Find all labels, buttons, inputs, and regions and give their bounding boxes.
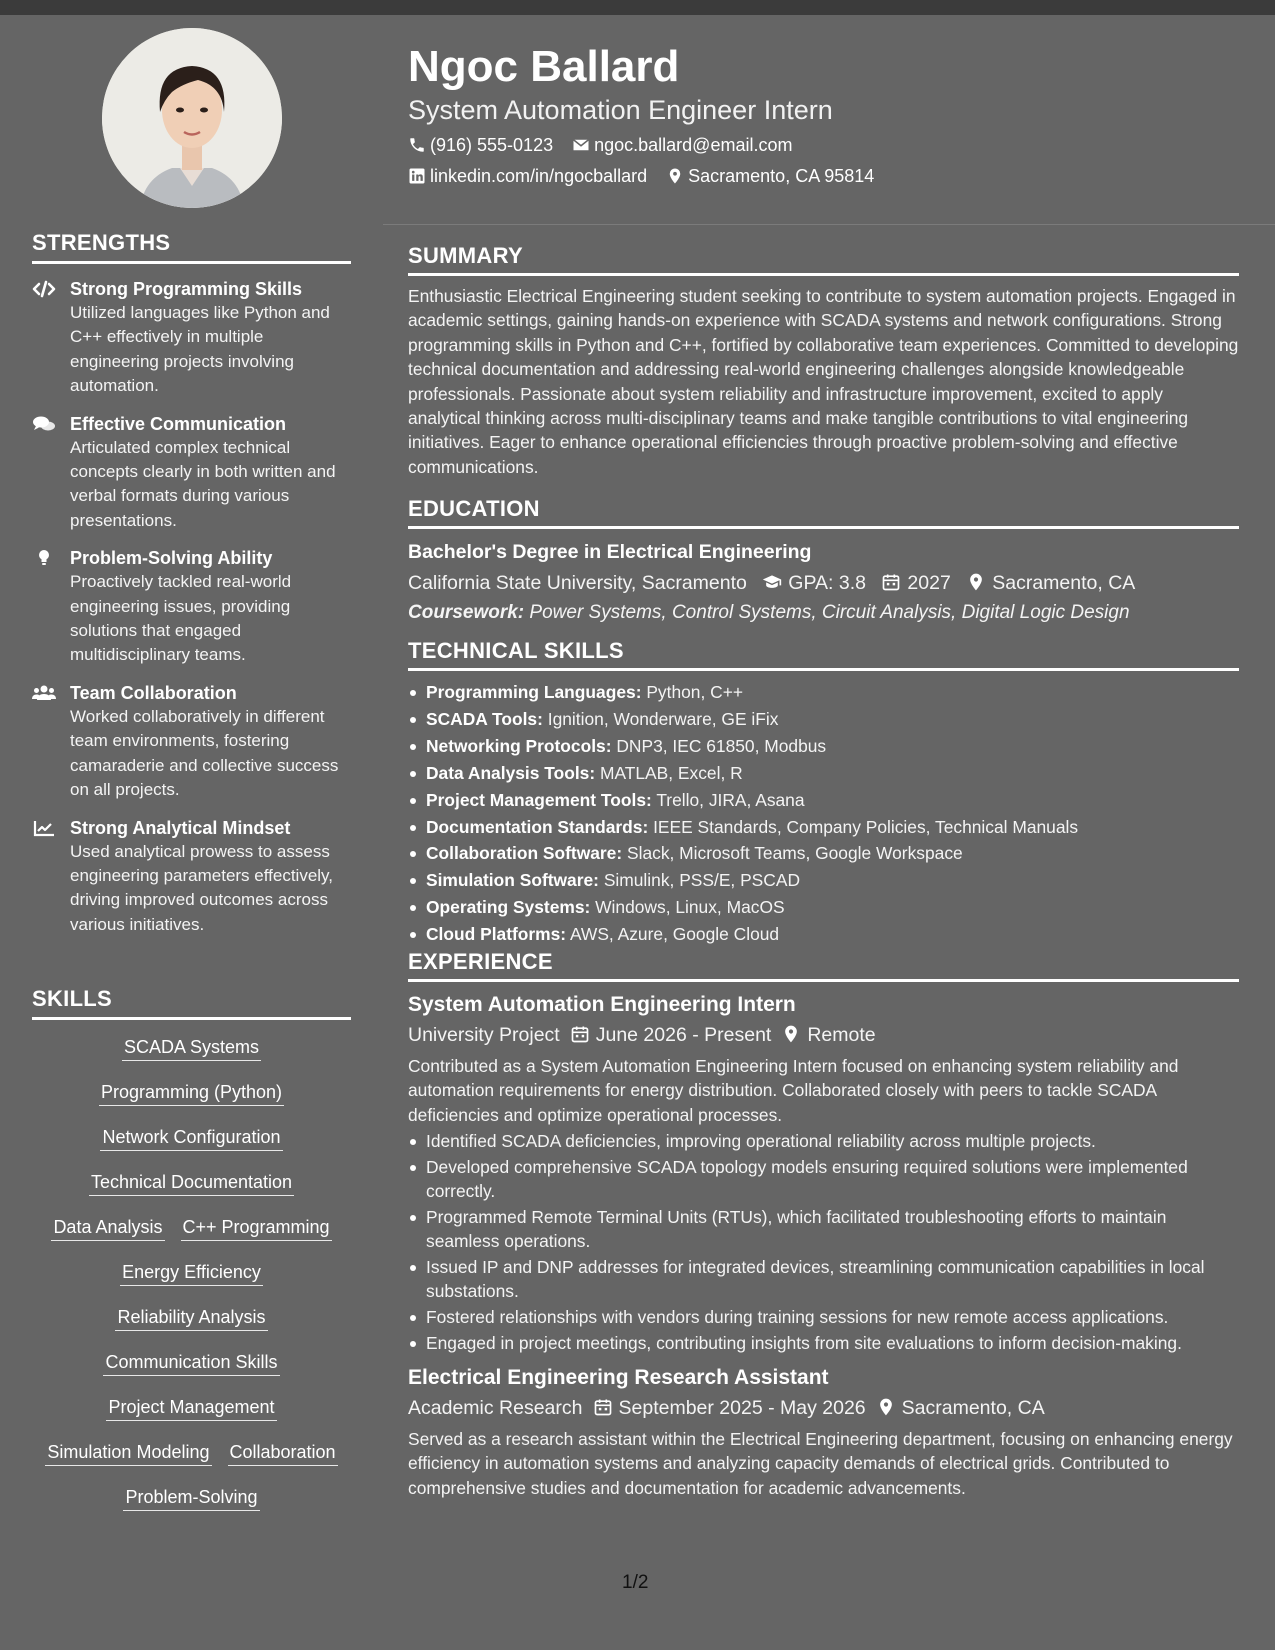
- technical-skill-value: Trello, JIRA, Asana: [656, 789, 805, 810]
- technical-skill-label: Documentation Standards:: [426, 816, 649, 837]
- skill-row: [32, 1206, 351, 1251]
- technical-skills-list: [408, 679, 1239, 948]
- technical-skill-item: [408, 921, 1239, 948]
- skills-title: SKILLS: [32, 986, 351, 1020]
- technical-skill-label: Programming Languages:: [426, 682, 642, 702]
- skills-section: [32, 986, 351, 1521]
- skill-tag: Technical Documentation: [89, 1170, 294, 1196]
- technical-skill-label: Project Management Tools:: [426, 789, 652, 810]
- skill-row: [32, 1386, 351, 1431]
- skill-tag: Problem-Solving: [123, 1485, 259, 1511]
- strength-title: Strong Analytical Mindset: [70, 817, 291, 838]
- skill-row: [32, 1071, 351, 1116]
- coursework-label: Coursework:: [408, 602, 525, 623]
- job-bullet: Developed comprehensive SCADA topology models ensuring required solutions were implemented correctly.: [408, 1155, 1239, 1204]
- job-bullet: Identified SCADA deficiencies, improving operational reliability across multiple projects.: [408, 1129, 1239, 1153]
- technical-skill-label: Simulation Software:: [426, 870, 599, 891]
- portrait-illustration: [102, 28, 282, 208]
- strength-title: Team Collaboration: [70, 682, 237, 703]
- job-entry: [408, 992, 1239, 1355]
- job-meta: [408, 1022, 1239, 1048]
- job-bullet: Programmed Remote Terminal Units (RTUs), which facilitated troubleshooting efforts to maintain seamless operations.: [408, 1205, 1239, 1254]
- technical-skill-label: Networking Protocols:: [426, 735, 612, 756]
- calendar-icon: [593, 1397, 613, 1417]
- job-location: Sacramento, CA: [901, 1397, 1045, 1420]
- skill-row: [32, 1296, 351, 1341]
- map-pin-icon: [666, 167, 684, 185]
- location-contact: [666, 165, 874, 187]
- users-icon: [32, 684, 56, 702]
- experience-section: [408, 949, 1239, 1500]
- gpa-text: GPA: 3.8: [788, 572, 866, 594]
- degree-title: Bachelor's Degree in Electrical Engineering: [408, 541, 812, 563]
- phone-icon: [408, 136, 426, 154]
- education-location: Sacramento, CA: [992, 572, 1136, 594]
- technical-skill-item: [408, 840, 1239, 867]
- strength-description: Proactively tackled real-world engineering issues, providing solutions that engaged multidisciplinary teams.: [70, 572, 292, 665]
- skill-row: [32, 1251, 351, 1296]
- job-dates: September 2025 - May 2026: [618, 1397, 866, 1420]
- candidate-name: Ngoc Ballard: [408, 42, 680, 91]
- education-title: EDUCATION: [408, 496, 1239, 529]
- technical-skill-value: Python, C++: [646, 682, 744, 702]
- strength-description: Used analytical prowess to assess engineering parameters effectively, driving improved outcomes across various initiatives.: [70, 841, 334, 934]
- page-number: 1/2: [622, 1572, 649, 1593]
- summary-text: Enthusiastic Electrical Engineering student seeking to contribute to system automation projects. Engaged in academic settings, gaining hands-on experience with SCADA systems and network configurations. Strong programming skills in Python and C++, fortified by collaborative team experiences. Committed to developing technical documentation and addressing real-world engineering challenges alongside knowledgeable professionals. Passionate about system reliability and infrastructure improvement, excited to apply analytical thinking across multi-disciplinary teams and make tangible contributions to vital engineering initiatives. Eager to enhance operational efficiencies through proactive problem-solving and effective communications.: [408, 286, 1239, 477]
- job-bullet: Issued IP and DNP addresses for integrated devices, streamlining communication capabilities in local substations.: [408, 1255, 1239, 1304]
- technical-skill-item: [408, 760, 1239, 787]
- code-icon: [32, 280, 56, 298]
- job-description: Served as a research assistant within the Electrical Engineering department, focusing on enhancing energy efficiency in automation systems and analyzing capacity demands of electrical grids. Contributed to comprehensive studies and documentation for academic advancements.: [408, 1429, 1233, 1498]
- technical-skill-label: Data Analysis Tools:: [426, 762, 596, 783]
- technical-skill-value: Slack, Microsoft Teams, Google Workspace: [626, 843, 963, 864]
- skill-row: [32, 1341, 351, 1386]
- profile-photo: [102, 28, 282, 208]
- technical-skill-item: [408, 787, 1239, 814]
- skill-tag: Data Analysis: [51, 1215, 164, 1241]
- coursework-list: Power Systems, Control Systems, Circuit Analysis, Digital Logic Design: [529, 602, 1130, 623]
- technical-skill-item: [408, 679, 1239, 706]
- technical-skill-item: [408, 706, 1239, 733]
- skill-row: [32, 1116, 351, 1161]
- strength-item: [32, 682, 351, 803]
- technical-skills-section: [408, 638, 1239, 948]
- skill-row: [32, 1431, 351, 1476]
- summary-section: [408, 243, 1239, 479]
- envelope-icon: [572, 136, 590, 154]
- map-pin-icon: [966, 572, 986, 592]
- job-meta: [408, 1395, 1239, 1421]
- linkedin-contact[interactable]: [408, 165, 647, 187]
- technical-skill-value: AWS, Azure, Google Cloud: [569, 924, 780, 945]
- linkedin-icon: [408, 167, 426, 185]
- technical-skill-item: [408, 894, 1239, 921]
- phone-text: (916) 555-0123: [430, 135, 554, 155]
- school-name: California State University, Sacramento: [408, 572, 747, 594]
- skill-tag: Communication Skills: [103, 1350, 279, 1376]
- skill-row: [32, 1476, 351, 1521]
- job-entry: [408, 1365, 1239, 1500]
- skill-tag: Simulation Modeling: [45, 1440, 211, 1466]
- graduation-cap-icon: [762, 572, 782, 592]
- job-description: Contributed as a System Automation Engineering Intern focused on enhancing system reliability and automation requirements for energy distribution. Collaborated closely with peers to tackle SCADA deficiencies and optimize operational processes.: [408, 1056, 1179, 1125]
- skill-tag: C++ Programming: [181, 1215, 332, 1241]
- strength-item: [32, 817, 351, 938]
- experience-title: EXPERIENCE: [408, 949, 1239, 982]
- contact-row-2: [408, 165, 888, 187]
- calendar-icon: [570, 1024, 590, 1044]
- comments-icon: [32, 415, 56, 433]
- technical-skill-item: [408, 867, 1239, 894]
- education-section: [408, 496, 1239, 626]
- technical-skill-value: DNP3, IEC 61850, Modbus: [616, 735, 827, 756]
- job-org: University Project: [408, 1024, 560, 1046]
- technical-skill-label: Cloud Platforms:: [426, 924, 567, 945]
- skill-tag: Programming (Python): [99, 1080, 284, 1106]
- calendar-icon: [881, 572, 901, 592]
- strength-item: [32, 413, 351, 534]
- skill-tag: Reliability Analysis: [115, 1305, 267, 1331]
- strength-item: [32, 547, 351, 668]
- map-pin-icon: [781, 1024, 801, 1044]
- job-bullet: Fostered relationships with vendors during training sessions for new remote access applications.: [408, 1305, 1239, 1329]
- candidate-role: System Automation Engineer Intern: [408, 95, 833, 125]
- technical-skill-label: Collaboration Software:: [426, 843, 623, 864]
- skill-tag: Energy Efficiency: [120, 1260, 263, 1286]
- chart-line-icon: [32, 819, 56, 837]
- skill-row: [32, 1161, 351, 1206]
- technical-skill-value: Ignition, Wonderware, GE iFix: [547, 708, 779, 729]
- strength-title: Effective Communication: [70, 413, 287, 434]
- lightbulb-icon: [32, 549, 56, 567]
- strengths-section: [32, 230, 351, 937]
- map-pin-icon: [876, 1397, 896, 1417]
- education-meta: [408, 570, 1239, 596]
- technical-skill-value: Windows, Linux, MacOS: [595, 897, 785, 918]
- email-contact[interactable]: [572, 134, 792, 156]
- skill-row: [32, 1026, 351, 1071]
- strength-title: Strong Programming Skills: [70, 279, 303, 299]
- job-location: Remote: [807, 1024, 876, 1046]
- coursework-line: [408, 600, 1239, 626]
- skills-list: [32, 1026, 351, 1521]
- job-bullets: [408, 1129, 1239, 1355]
- skill-tag: Network Configuration: [100, 1125, 282, 1151]
- job-dates: June 2026 - Present: [595, 1024, 772, 1046]
- technical-skill-value: IEEE Standards, Company Policies, Technical Manuals: [653, 816, 1079, 837]
- technical-skill-item: [408, 733, 1239, 760]
- technical-skill-item: [408, 814, 1239, 841]
- strength-item: [32, 278, 351, 399]
- strength-description: Articulated complex technical concepts clearly in both written and verbal formats during various presentations.: [70, 437, 336, 530]
- technical-skill-label: SCADA Tools:: [426, 708, 543, 729]
- technical-skill-value: MATLAB, Excel, R: [599, 762, 743, 783]
- summary-title: SUMMARY: [408, 243, 1239, 276]
- job-title: System Automation Engineering Intern: [408, 993, 796, 1016]
- top-bar: [0, 0, 1275, 15]
- email-text[interactable]: ngoc.ballard@email.com: [594, 135, 793, 155]
- location-text: Sacramento, CA 95814: [688, 166, 875, 186]
- skill-tag: Project Management: [106, 1395, 276, 1421]
- skill-tag: SCADA Systems: [122, 1035, 261, 1061]
- technical-skill-value: Simulink, PSS/E, PSCAD: [603, 870, 801, 891]
- skill-tag: Collaboration: [228, 1440, 338, 1466]
- phone-contact: [408, 134, 553, 156]
- job-bullet: Engaged in project meetings, contributing insights from site evaluations to inform decision-making.: [408, 1331, 1239, 1355]
- graduation-year: 2027: [907, 572, 951, 594]
- strength-description: Utilized languages like Python and C++ effectively in multiple engineering projects involving automation.: [70, 303, 330, 396]
- strengths-title: STRENGTHS: [32, 230, 351, 264]
- header-divider: [383, 224, 1275, 225]
- strength-title: Problem-Solving Ability: [70, 548, 273, 569]
- linkedin-text[interactable]: linkedin.com/in/ngocballard: [430, 166, 648, 186]
- job-title: Electrical Engineering Research Assistant: [408, 1366, 829, 1390]
- technical-skill-label: Operating Systems:: [426, 897, 591, 918]
- technical-skills-title: TECHNICAL SKILLS: [408, 638, 1239, 671]
- contact-row-1: [408, 134, 806, 156]
- job-org: Academic Research: [408, 1397, 583, 1420]
- strength-description: Worked collaboratively in different team environments, fostering camaraderie and collective success on all projects.: [70, 706, 339, 800]
